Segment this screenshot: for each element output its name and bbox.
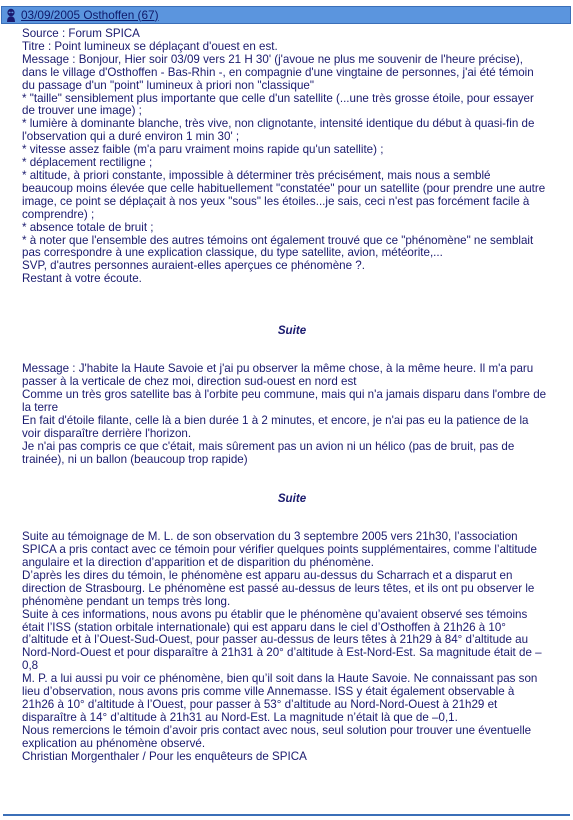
suite-line: D’après les dires du témoin, le phénomène est apparu au-dessus du Scharrach et a disparut en (22, 568, 513, 582)
suite-line: 0,8 (22, 659, 39, 673)
suite-line: M. P. a lui aussi pu voir ce phénomène, bien qu’il soit dans la Haute Savoie. Ne connaissant pas son (22, 672, 538, 686)
suite-line: voir disparaître derrière l'horizon. (22, 427, 192, 441)
suite-line: Nord-Nord-Ouest et pour disparaître à 21h31 à 20° d’altitude à Est-Nord-Est. Sa magnitude était de – (22, 646, 542, 660)
suite-line: Suite au témoignage de M. L. de son observation du 3 septembre 2005 vers 21h30, l’association (22, 530, 518, 544)
report-line: l'observation qui a duré environ 1 min 30' ; (22, 130, 240, 144)
report-line: Source : Forum SPICA (22, 27, 140, 40)
report-line: de trouver une image) ; (22, 104, 142, 118)
suite-line: 21h26 à 10° d’altitude à l’Ouest, pour passer à 53° d’altitude au Nord-Nord-Ouest à 21h29 et (22, 697, 498, 711)
report-line: Titre : Point lumineux se déplaçant d'ouest en est. (22, 39, 278, 53)
report-line: * altitude, à priori constante, impossible à déterminer très précisément, mais nous a semblé (22, 168, 491, 182)
suite-line: était l’ISS (station orbitale internationale) qui est apparu dans le ciel d’Osthoffen à 21h26 à 10° (22, 620, 506, 634)
suite-line: direction de Strasbourg. Le phénomène est passé au-dessus de leurs têtes, et ils ont pu observer le (22, 581, 535, 595)
suite-line: passer à la verticale de chez moi, direction sud-ouest en nord est (22, 375, 357, 389)
report-line: image, ce point se déplaçait à nos yeux "sous" les étoiles...je sais, ceci n'est pas forcément facile à (22, 194, 530, 208)
suite-line: Je n'ai pas compris ce que c'était, mais sûrement pas un avion ni un hélico (pas de bruit, pas de (22, 439, 515, 453)
suite-line: lieu d’observation, nous avons pris comme ville Annemasse. ISS y était également observable à (22, 685, 515, 699)
suite-line: Message : J'habite la Haute Savoie et j'ai pu observer la même chose, à la même heure. Il m'a paru (22, 362, 534, 376)
suite-line: SPICA a pris contact avec ce témoin pour vérifier quelques points supplémentaires, comme l’altitude (22, 543, 537, 557)
suite-line: Suite à ces informations, nous avons pu établir que le phénomène qu’avaient observé ses témoins (22, 607, 528, 621)
suite-section (22, 363, 562, 466)
report-line: du passage d'un "point" lumineux à priori non "classique" (22, 78, 314, 92)
suite-line: d’altitude et à l’Ouest-Sud-Ouest, pour passer au-dessus de leurs têtes à 21h29 à 84° d’altitude au (22, 633, 529, 647)
report-line: Message : Bonjour, Hier soir 03/09 vers 21 H 30' (j'avoue ne plus me souvenir de l'heure précise), (22, 52, 523, 66)
suite-line: Nous remercions le témoin d’avoir pris contact avec nous, seul solution pour trouver une éventuelle (22, 723, 532, 737)
suite-section (22, 531, 562, 763)
report-line: beaucoup moins élevée que celle habituellement "constatée" pour un satellite (pour prendre une autre (22, 181, 546, 195)
suite-line: angulaire et la direction d’apparition et de disparition du phénomène. (22, 556, 374, 570)
report-line: Restant à votre écoute. (22, 272, 142, 286)
suite-line: disparaître à 14° d’altitude à 21h31 au Nord-Est. La magnitude n’était là que de –0,1. (22, 710, 458, 724)
report-line: dans le village d'Osthoffen - Bas-Rhin -, en compagnie d'une vingtaine de personnes, j'ai été témoin (22, 65, 534, 79)
suite-line: explication au phénomène observé. (22, 736, 206, 750)
report-line: * à noter que l'ensemble des autres témoins ont également trouvé que ce "phénomène" ne semblait (22, 233, 534, 247)
suite-line: trainée), ni un ballon (beaucoup trop rapide) (22, 452, 248, 466)
report-content (22, 28, 562, 764)
suite-line: En fait d'étoile filante, celle là a bien durée 1 à 2 minutes, et encore, je n'ai pas eu la patience de la (22, 414, 529, 428)
report-line: * absence totale de bruit ; (22, 220, 154, 234)
report-line: comprendre) ; (22, 207, 95, 221)
section-heading: Suite (277, 323, 307, 337)
report-title-link[interactable]: 03/09/2005 Osthoffen (67) (21, 7, 159, 22)
report-line: * déplacement rectiligne ; (22, 156, 153, 170)
alien-icon (5, 8, 17, 22)
report-line: * "taille" sensiblement plus importante que celle d'un satellite (...une très grosse étoile, pour essayer (22, 91, 534, 105)
report-line: pas correspondre à une explication classique, du type satellite, avion, météorite,... (22, 246, 443, 260)
report-line: * vitesse assez faible (m'a paru vraiment moins rapide qu'un satellite) ; (22, 143, 384, 157)
report-section (22, 28, 562, 286)
footer-divider (3, 814, 570, 816)
suite-line: Christian Morgenthaler / Pour les enquêteurs de SPICA (22, 749, 307, 763)
report-line: * lumière à dominante blanche, très vive, non clignotante, intensité identique du début à quasi-fin de (22, 117, 535, 131)
report-line: SVP, d'autres personnes auraient-elles aperçues ce phénomène ?. (22, 259, 365, 273)
suite-line: Comme un très gros satellite bas à l'orbite peu commune, mais qui n'a jamais disparu dans l'ombre de (22, 388, 547, 402)
suite-line: la terre (22, 401, 59, 415)
section-heading: Suite (277, 491, 307, 505)
suite-line: phénomène pendant un temps très long. (22, 594, 231, 608)
report-header-bar (1, 6, 571, 24)
